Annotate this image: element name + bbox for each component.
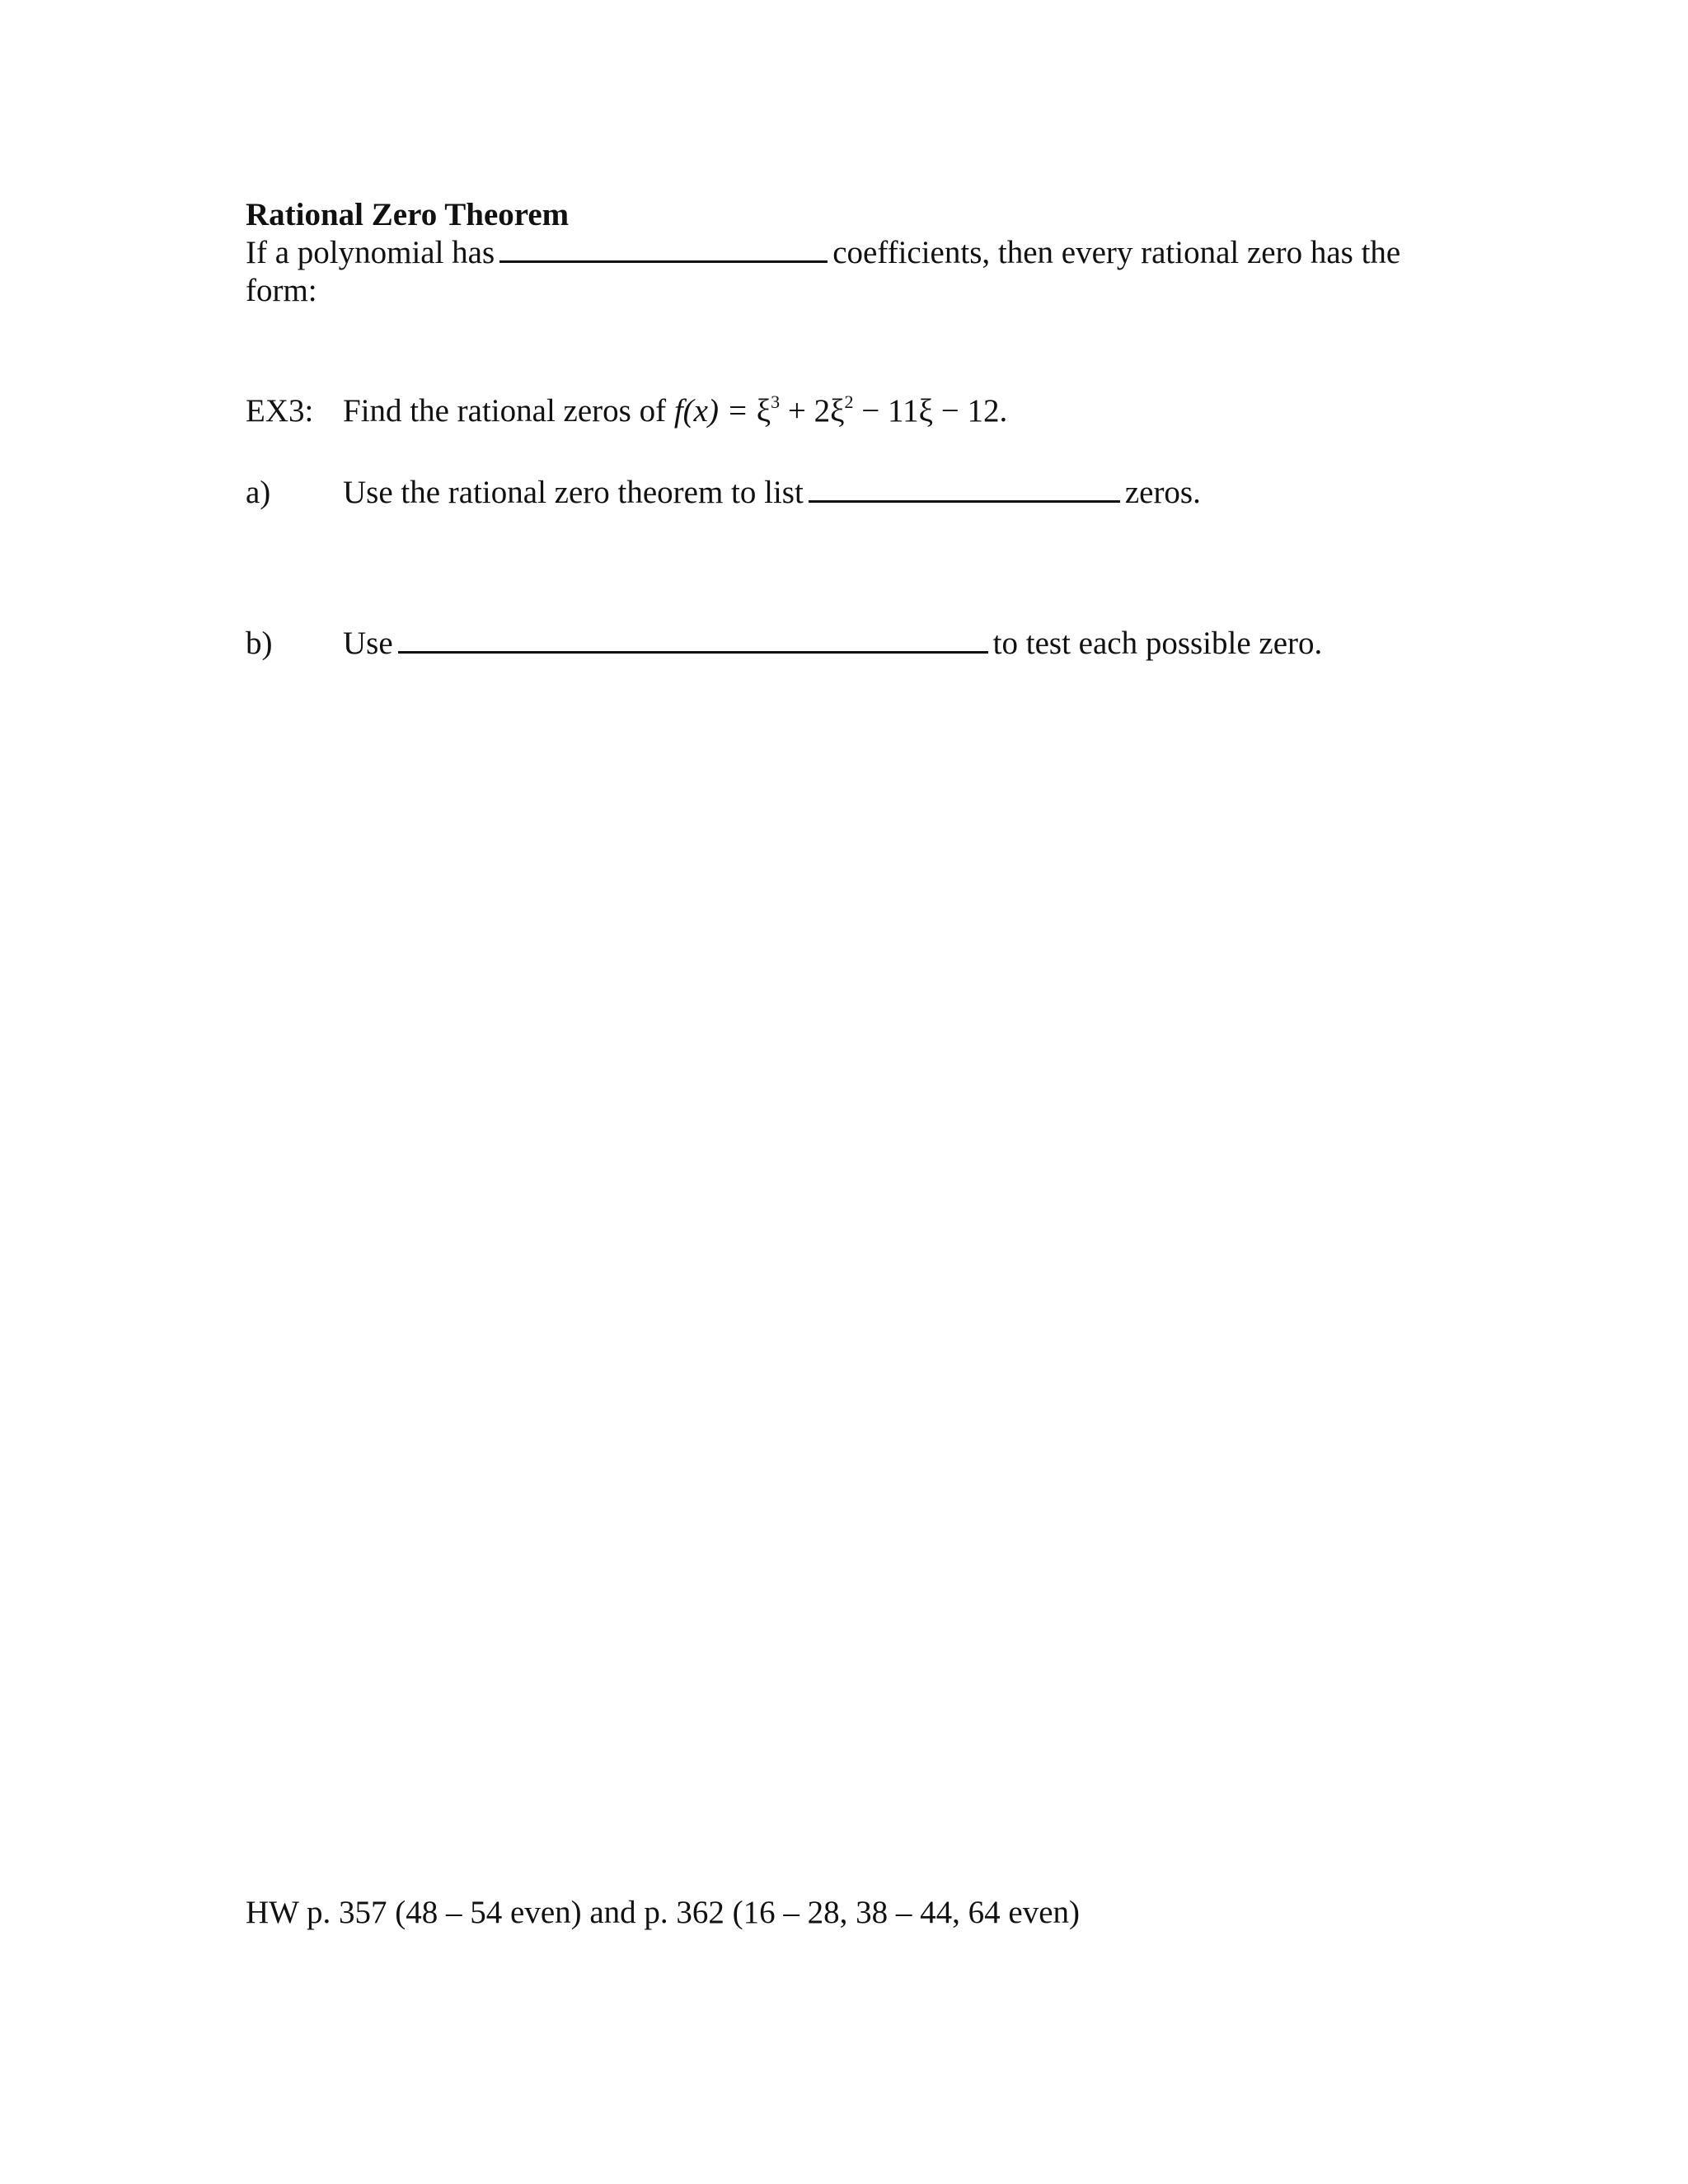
example-prompt-line xyxy=(343,392,1007,430)
part-b-line xyxy=(343,625,1322,663)
part-b-text-end: to test each possible zero. xyxy=(992,626,1323,661)
part-a-blank[interactable] xyxy=(809,476,1120,503)
section-title: Rational Zero Theorem xyxy=(246,197,570,232)
part-a-text-end: zeros. xyxy=(1124,475,1201,510)
part-b-text-start: Use xyxy=(343,626,393,661)
function-lhs: f(x) = xyxy=(673,393,748,429)
term-3: − 11ξ − 12 xyxy=(861,393,1000,429)
part-a-text-start: Use the rational zero theorem to list xyxy=(343,475,804,510)
term-2: + 2ξ xyxy=(787,393,845,429)
coefficients-blank[interactable] xyxy=(499,236,828,263)
example-prompt: Find the rational zeros of xyxy=(343,393,667,429)
homework-assignment: HW p. 357 (48 – 54 even) and p. 362 (16 – 28, 38 – 44, 64 even) xyxy=(246,1895,1081,1930)
part-a-label: a) xyxy=(246,475,271,510)
term-1: ξ xyxy=(756,393,771,429)
exponent-2: 2 xyxy=(844,391,854,412)
theorem-statement-line1 xyxy=(246,234,1400,272)
part-a-line xyxy=(343,474,1201,512)
theorem-statement-line2: form: xyxy=(246,273,317,308)
exponent-1: 3 xyxy=(771,391,781,412)
part-b-label: b) xyxy=(246,626,273,661)
example-label: EX3: xyxy=(246,393,314,429)
theorem-text-start: If a polynomial has xyxy=(246,235,495,270)
theorem-text-end: coefficients, then every rational zero has the xyxy=(832,235,1401,270)
part-b-blank[interactable] xyxy=(398,626,988,654)
expression-end: . xyxy=(999,393,1008,429)
function-expression xyxy=(674,393,1007,429)
